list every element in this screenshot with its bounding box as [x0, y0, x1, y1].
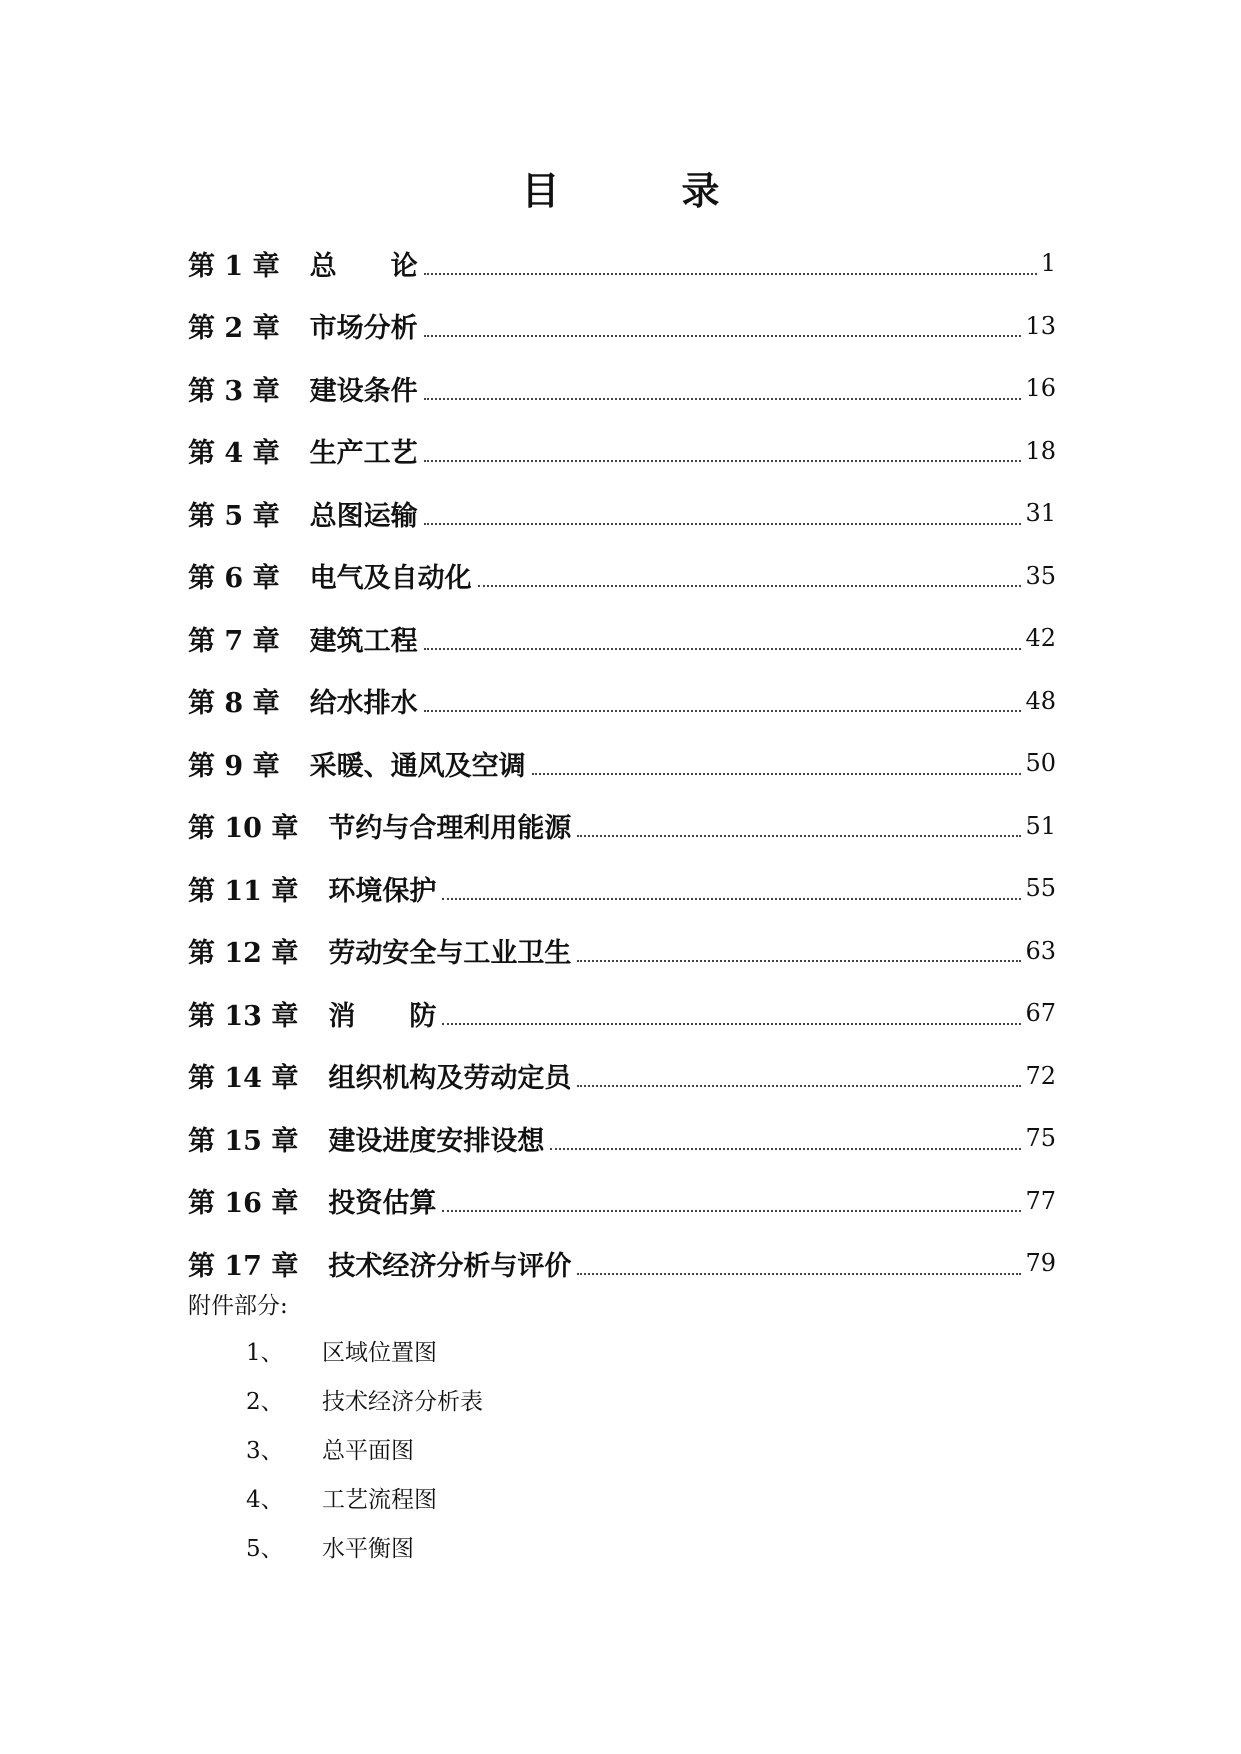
- toc-entry[interactable]: [188, 670, 1056, 733]
- appendix-item: [188, 1326, 483, 1375]
- toc-page-number: 75: [1025, 1124, 1056, 1153]
- toc-page-number: 35: [1025, 561, 1056, 590]
- toc-entry[interactable]: [188, 420, 1056, 483]
- appendix-section: [188, 1286, 483, 1571]
- toc-page-number: 31: [1025, 499, 1056, 528]
- toc-entry[interactable]: [188, 357, 1056, 420]
- toc-chapter-title: 消 防: [328, 1000, 437, 1032]
- toc-page-number: 50: [1025, 749, 1056, 778]
- toc-chapter-title: 技术经济分析与评价: [328, 1250, 572, 1282]
- toc-page-number: 18: [1025, 436, 1056, 465]
- toc-dot-leader: [532, 772, 1022, 775]
- toc-page-number: 77: [1025, 1186, 1056, 1215]
- toc-chapter-number: 第 8 章: [188, 688, 280, 720]
- appendix-item-text: 技术经济分析表: [322, 1389, 483, 1415]
- toc-chapter-number: 第 13 章: [188, 1000, 299, 1032]
- table-of-contents: [188, 232, 1056, 1295]
- toc-dot-leader: [577, 1084, 1021, 1087]
- toc-chapter-number: 第 12 章: [188, 938, 299, 970]
- appendix-list: [188, 1326, 483, 1571]
- toc-dot-leader: [424, 709, 1022, 712]
- appendix-item: [188, 1473, 483, 1522]
- toc-dot-leader: [577, 834, 1021, 837]
- toc-page-number: 16: [1025, 374, 1056, 403]
- toc-chapter-title: 建设进度安排设想: [328, 1125, 545, 1157]
- toc-chapter-title: 市场分析: [309, 313, 418, 345]
- appendix-item-text: 总平面图: [322, 1438, 414, 1464]
- appendix-item: [188, 1522, 483, 1571]
- toc-entry[interactable]: [188, 607, 1056, 670]
- toc-entry[interactable]: [188, 795, 1056, 858]
- toc-entry[interactable]: [188, 920, 1056, 983]
- toc-dot-leader: [442, 1022, 1021, 1025]
- toc-entry[interactable]: [188, 232, 1056, 295]
- appendix-item-number: 4、: [246, 1487, 284, 1513]
- toc-chapter-number: 第 15 章: [188, 1125, 299, 1157]
- toc-page-number: 67: [1025, 999, 1056, 1028]
- toc-page-number: 48: [1025, 686, 1056, 715]
- appendix-item-number: 1、: [246, 1340, 284, 1366]
- toc-dot-leader: [550, 1147, 1021, 1150]
- toc-page-number: 55: [1025, 874, 1056, 903]
- appendix-item: [188, 1375, 483, 1424]
- appendix-item-number: 5、: [246, 1536, 284, 1562]
- appendix-item-number: 2、: [246, 1389, 284, 1415]
- appendix-item-text: 水平衡图: [322, 1536, 414, 1562]
- toc-dot-leader: [424, 647, 1022, 650]
- toc-page-number: 72: [1025, 1061, 1056, 1090]
- toc-chapter-number: 第 4 章: [188, 438, 280, 470]
- toc-chapter-number: 第 7 章: [188, 625, 280, 657]
- toc-chapter-title: 总 论: [309, 250, 418, 282]
- toc-page-number: 63: [1025, 936, 1056, 965]
- toc-dot-leader: [442, 1209, 1021, 1212]
- toc-chapter-number: 第 1 章: [188, 250, 280, 282]
- toc-page-number: 51: [1025, 811, 1056, 840]
- page-title: 目 录: [521, 168, 762, 213]
- toc-dot-leader: [478, 584, 1022, 587]
- toc-chapter-number: 第 2 章: [188, 313, 280, 345]
- toc-chapter-title: 节约与合理利用能源: [328, 813, 572, 845]
- toc-chapter-number: 第 16 章: [188, 1188, 299, 1220]
- toc-chapter-title: 采暖、通风及空调: [309, 750, 526, 782]
- toc-entry[interactable]: [188, 982, 1056, 1045]
- toc-chapter-number: 第 5 章: [188, 500, 280, 532]
- appendix-heading: 附件部分:: [188, 1293, 288, 1319]
- toc-dot-leader: [424, 334, 1022, 337]
- toc-chapter-number: 第 3 章: [188, 375, 280, 407]
- toc-chapter-title: 建筑工程: [309, 625, 418, 657]
- toc-chapter-number: 第 6 章: [188, 563, 280, 595]
- toc-chapter-title: 投资估算: [328, 1188, 437, 1220]
- toc-chapter-title: 环境保护: [328, 875, 437, 907]
- appendix-item: [188, 1424, 483, 1473]
- toc-entry[interactable]: [188, 1107, 1056, 1170]
- toc-chapter-title: 组织机构及劳动定员: [328, 1063, 572, 1095]
- toc-page-number: 42: [1025, 624, 1056, 653]
- toc-entry[interactable]: [188, 732, 1056, 795]
- toc-chapter-number: 第 14 章: [188, 1063, 299, 1095]
- toc-chapter-title: 生产工艺: [309, 438, 418, 470]
- toc-chapter-number: 第 17 章: [188, 1250, 299, 1282]
- toc-dot-leader: [424, 459, 1022, 462]
- toc-chapter-number: 第 9 章: [188, 750, 280, 782]
- appendix-item-number: 3、: [246, 1438, 284, 1464]
- appendix-item-text: 工艺流程图: [322, 1487, 437, 1513]
- toc-chapter-title: 劳动安全与工业卫生: [328, 938, 572, 970]
- toc-dot-leader: [424, 522, 1022, 525]
- toc-entry[interactable]: [188, 482, 1056, 545]
- toc-dot-leader: [577, 1272, 1021, 1275]
- toc-page-number: 13: [1025, 311, 1056, 340]
- toc-entry[interactable]: [188, 545, 1056, 608]
- toc-chapter-title: 给水排水: [309, 688, 418, 720]
- toc-page-number: 1: [1040, 249, 1056, 278]
- appendix-item-text: 区域位置图: [322, 1340, 437, 1366]
- toc-dot-leader: [577, 959, 1021, 962]
- toc-chapter-number: 第 10 章: [188, 813, 299, 845]
- toc-chapter-title: 电气及自动化: [309, 563, 472, 595]
- toc-entry[interactable]: [188, 1045, 1056, 1108]
- toc-dot-leader: [424, 397, 1022, 400]
- toc-page-number: 79: [1025, 1249, 1056, 1278]
- toc-chapter-title: 建设条件: [309, 375, 418, 407]
- toc-chapter-title: 总图运输: [309, 500, 418, 532]
- toc-entry[interactable]: [188, 857, 1056, 920]
- toc-entry[interactable]: [188, 295, 1056, 358]
- toc-entry[interactable]: [188, 1170, 1056, 1233]
- toc-chapter-number: 第 11 章: [188, 875, 299, 907]
- toc-dot-leader: [424, 272, 1037, 275]
- toc-dot-leader: [442, 897, 1021, 900]
